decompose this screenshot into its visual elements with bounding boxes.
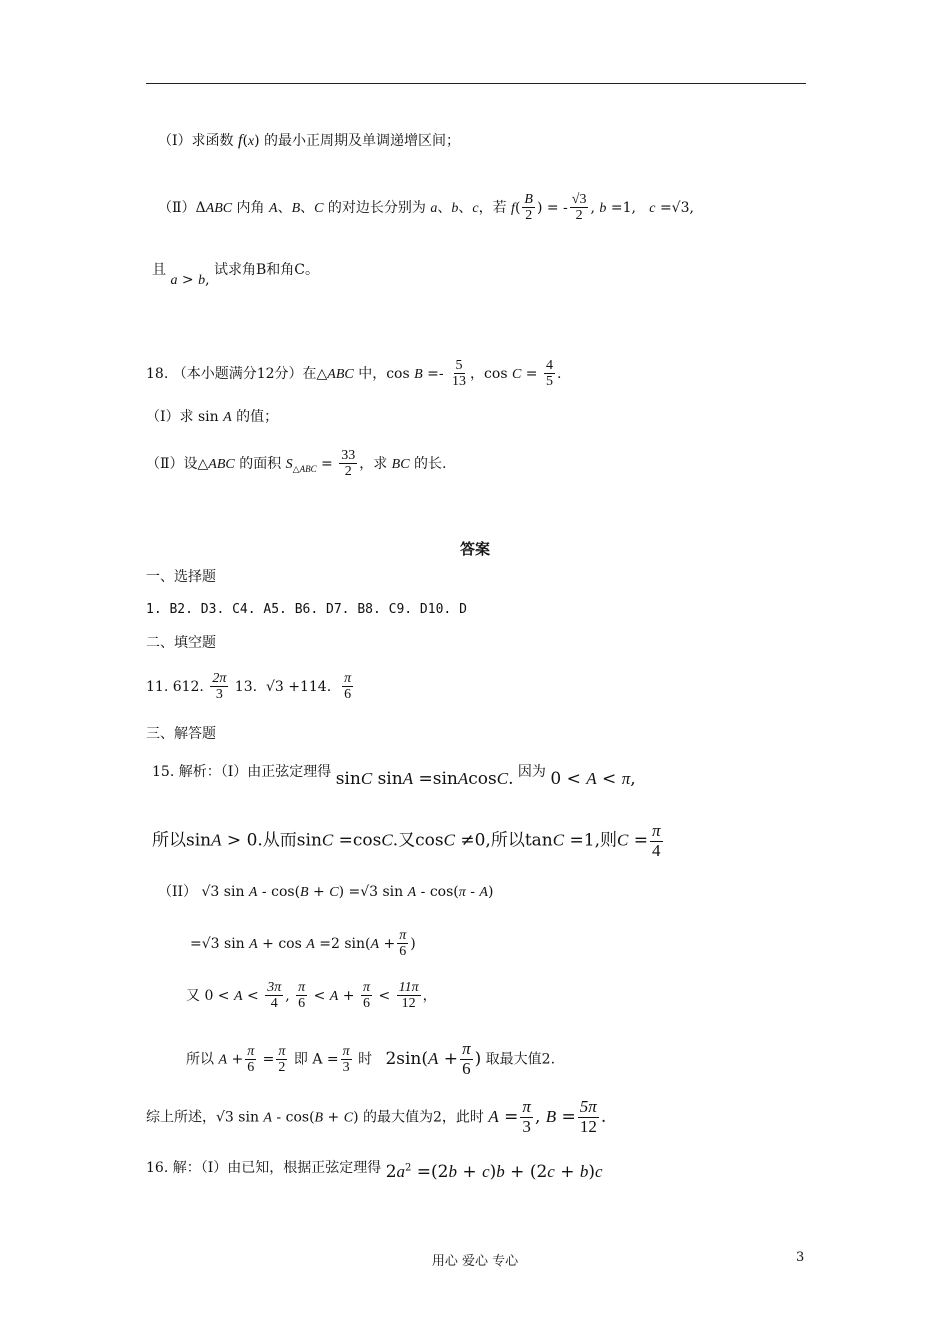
page-footer: 用心 爱心 专心	[431, 1254, 519, 1269]
q17-part2b: 且 a > b, 试求角B和角C。	[152, 262, 319, 288]
fill-answers: 11. 612. $\frac{2\pi}{3}$ 13. √3 +114. $\frac{\pi}{6}$	[146, 671, 352, 703]
s16-line1: 16. 解：（Ⅰ）由已知，根据正弦定理得 $2a^2 =(2b + c)b + (2c + b)c$	[146, 1160, 603, 1182]
q17-part2: （Ⅱ）ΔABC 内角 A、B、C 的对边长分别为 a、b、c，若 f( $\frac{B}{2}$ ) = - $\frac{√3}{2}$ , b =1, c =√3,	[158, 192, 694, 224]
s15-line2: 所以sinA > 0.从而sinC =cosC.又cosC ≠0,所以tanC =1,则C = $\frac{\pi}{4}$	[152, 821, 661, 860]
section-fill: 二、填空题	[146, 635, 216, 651]
section-choice: 一、选择题	[146, 569, 216, 585]
s15-line6: 所以 A + $\frac{\pi}{6}$ = $\frac{\pi}{2}$ 即 A = $\frac{\pi}{3}$ 时 2sin(A + $\frac{\pi}{6}$ ) 取最大值2.	[186, 1039, 556, 1078]
section-solve: 三、解答题	[146, 726, 216, 742]
s15-line5: 又 0 < A < $\frac{3\pi}{4}$ , $\frac{\pi}{6}$ < A + $\frac{\pi}{6}$ < $\frac{11\pi}{12}$ ，	[186, 980, 437, 1012]
q17-part1: （Ⅰ）求函数 f(x) 的最小正周期及单调递增区间；	[158, 132, 461, 149]
s15-line1: 15. 解析：（Ⅰ）由正弦定理得 sinC sinA =sinAcosC. 因为 0 < A < π,	[152, 764, 636, 789]
q18-stem: 18. （本小题满分12分）在△ABC 中，cos B =- $\frac{5}{13}$ ，cos C = $\frac{4}{5}$ .	[146, 358, 562, 390]
header-rule	[146, 83, 806, 84]
s15-line3: （II） √3 sin A - cos(B + C) =√3 sin A - cos(π - A)	[158, 884, 494, 900]
q18-part1: （Ⅰ）求 sin A 的值；	[146, 409, 279, 425]
q18-part2: （Ⅱ）设△ABC 的面积 $S_{\triangle ABC}$ = $\frac{33}{2}$ ，求 BC 的长.	[146, 448, 447, 480]
answers-title: 答案	[459, 540, 490, 558]
page-number: 3	[796, 1250, 805, 1265]
choice-answers: 1. B2. D3. C4. A5. B6. D7. B8. C9. D10. D	[146, 602, 467, 617]
s15-line4: =√3 sin A + cos A =2 sin(A + $\frac{\pi}{6}$ )	[190, 928, 416, 960]
s15-line7: 综上所述，√3 sin A - cos(B + C) 的最大值为2，此时 A = $\frac{\pi}{3}$ , B = $\frac{5\pi}{12}$ .	[146, 1097, 607, 1136]
